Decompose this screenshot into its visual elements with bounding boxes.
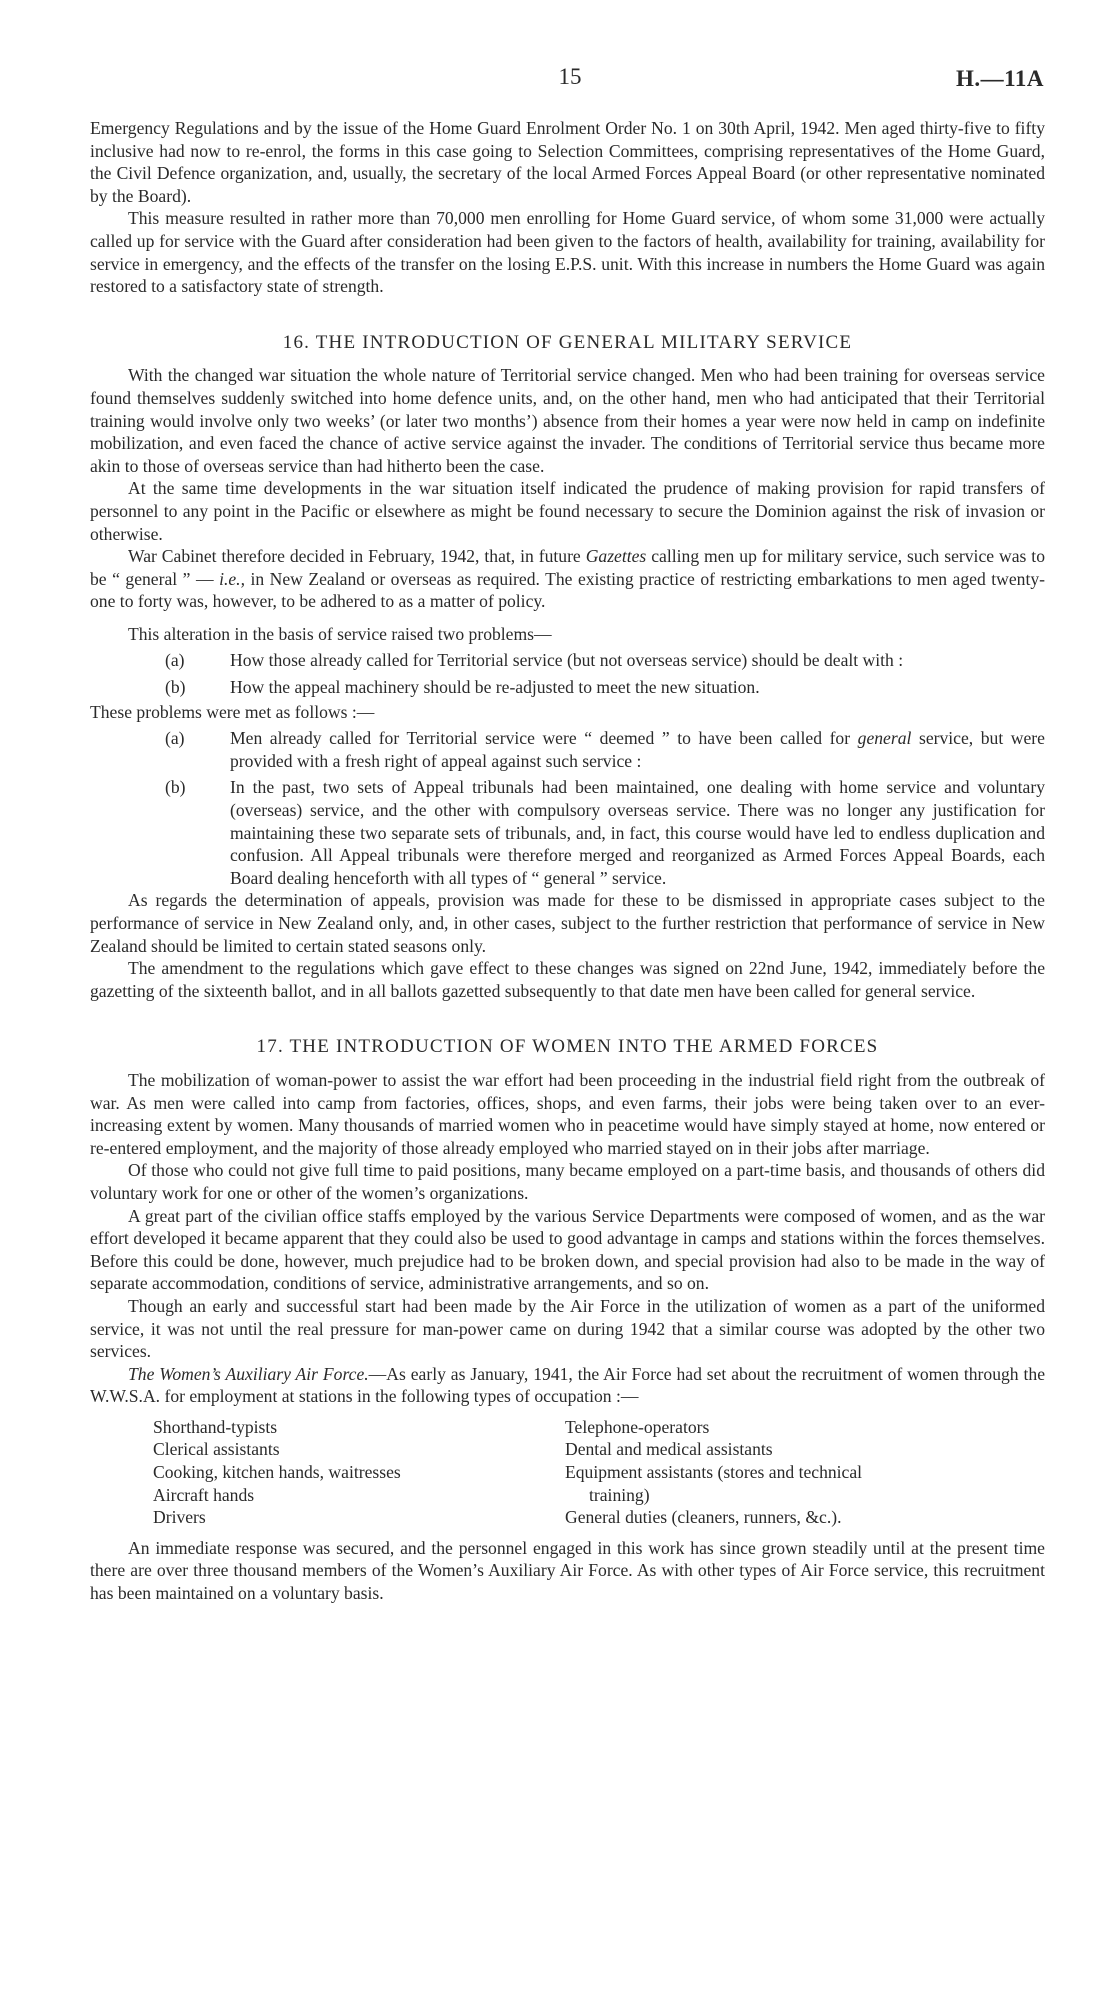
list-item: Dental and medical assistants xyxy=(565,1439,773,1460)
list-intro: This alteration in the basis of service raised two problems— xyxy=(128,623,552,644)
occupation-column-left xyxy=(153,1416,565,1529)
list-item xyxy=(90,727,1045,772)
text-run: service, but were provided with a fresh right of appeal against such service : xyxy=(230,728,1045,771)
list-item-text: How those already called for Territorial service (but not overseas service) should be dealt with : xyxy=(230,650,904,671)
paragraph-continuation: Emergency Regulations and by the issue of the Home Guard Enrolment Order No. 1 on 30th April, 1942. Men aged thirty-five to fifty inclusive had now to re-enrol, the forms in this case going to Selection Committees, comprising representatives of the Home Guard, the Civil Defence organization, and, usually, the secretary of the local Armed Forces Appeal Board (or other representative nominated by the Board). xyxy=(90,118,1045,206)
list-item: Clerical assistants xyxy=(153,1439,280,1460)
list-item: Aircraft hands xyxy=(153,1484,255,1505)
italic-text: i.e., xyxy=(219,568,245,589)
list-intro: These problems were met as follows :— xyxy=(90,701,375,722)
text-run: in New Zealand or overseas as required. The existing practice of restricting embarkations to men aged twenty-one to forty was, however, to be adhered to as a matter of policy. xyxy=(90,568,1045,612)
section-heading-16: 16. THE INTRODUCTION OF GENERAL MILITARY SERVICE xyxy=(282,331,853,353)
list-item: Drivers xyxy=(153,1507,206,1528)
paragraph: An immediate response was secured, and the personnel engaged in this work has since grown steadily until at the present time there are over three thousand members of the Women’s Auxiliary Air Force. As with other types of Air Force service, this recruitment has been maintained on a voluntary basis. xyxy=(90,1537,1045,1604)
italic-text: Gazettes xyxy=(585,546,647,567)
list-item xyxy=(90,776,1045,889)
text-run: Men already called for Territorial service were “ deemed ” to have been called for xyxy=(230,728,851,749)
list-item-continuation: training) xyxy=(589,1484,650,1505)
occupation-list xyxy=(90,1416,1045,1529)
italic-text: general xyxy=(857,728,912,749)
document-reference: H.—11A xyxy=(956,66,1044,91)
list-item-label: (b) xyxy=(165,777,186,798)
paragraph: Though an early and successful start had been made by the Air Force in the utilization of women as a part of the uniformed service, it was not until the real pressure for man-power came on during 1942 that a similar course was adopted by the other two services. xyxy=(90,1295,1045,1362)
list-item xyxy=(90,676,1045,699)
paragraph: The mobilization of woman-power to assist the war effort had been proceeding in the industrial field right from the outbreak of war. As men were called into camp from factories, offices, shops, and even farms, their jobs were being taken over to an ever-increasing extent by women. Many thousands of married women who in peacetime would have simply stayed at home, now entered or re-entered employment, and the majority of those already employed who married stayed on in their jobs after marriage. xyxy=(90,1069,1045,1158)
paragraph: At the same time developments in the war situation itself indicated the prudence of making provision for rapid transfers of personnel to any point in the Pacific or elsewhere as might be found necessary to secure the Dominion against the risk of invasion or otherwise. xyxy=(90,478,1045,544)
page-number: 15 xyxy=(558,64,582,89)
paragraph: As regards the determination of appeals, provision was made for these to be dismissed in appropriate cases subject to the performance of service in New Zealand only, and, in other cases, subject to the further restriction that performance of service in New Zealand should be limited to certain stated seasons only. xyxy=(90,890,1045,956)
paragraph xyxy=(90,1363,1045,1408)
paragraph: A great part of the civilian office staffs employed by the various Service Departments were composed of women, and as the war effort developed it became apparent that they could also be used to good advantage in camps and stations within the forces themselves. Before this could be done, however, much prejudice had to be broken down, and special provision had also to be made in the way of separate accommodation, conditions of service, administrative arrangements, and so on. xyxy=(90,1205,1045,1294)
list-item-label: (a) xyxy=(165,728,185,749)
list-item-text: How the appeal machinery should be re-adjusted to meet the new situation. xyxy=(230,677,760,698)
italic-heading: The Women’s Auxiliary Air Force. xyxy=(128,1363,369,1384)
list-item-label: (a) xyxy=(165,650,185,671)
list-item: Telephone-operators xyxy=(565,1416,710,1437)
list-item: Shorthand-typists xyxy=(153,1416,278,1437)
section-heading-17: 17. THE INTRODUCTION OF WOMEN INTO THE ARMED FORCES xyxy=(256,1036,879,1058)
page-body xyxy=(90,117,1045,1605)
paragraph: The amendment to the regulations which gave effect to these changes was signed on 22nd June, 1942, immediately before the gazetting of the sixteenth ballot, and in all ballots gazetted subsequently to that date men have been called for general service. xyxy=(90,958,1045,1001)
paragraph xyxy=(90,545,1045,613)
occupation-column-right xyxy=(565,1416,985,1529)
text-run: —As early as January, 1941, the Air Force had set about the recruitment of women through the W.W.S.A. for employment at stations in the following types of occupation :— xyxy=(90,1363,1046,1407)
list-item: Equipment assistants (stores and technical xyxy=(565,1462,863,1483)
paragraph: This measure resulted in rather more than 70,000 men enrolling for Home Guard service, of whom some 31,000 were actually called up for service with the Guard after consideration had been given to the factors of health, availability for training, availability for service in emergency, and the effects of the transfer on the losing E.P.S. unit. With this increase in numbers the Home Guard was again restored to a satisfactory state of strength. xyxy=(90,208,1045,297)
list-item: General duties (cleaners, runners, &c.). xyxy=(565,1507,842,1528)
list-item xyxy=(90,649,1045,672)
list-item-text: In the past, two sets of Appeal tribunals had been maintained, one dealing with home service and voluntary (overseas) service, and the other with compulsory overseas service. There was no longer any justification for maintaining these two separate sets of tribunals, and, in fact, this course would have led to endless duplication and confusion. All Appeal tribunals were therefore merged and reorganized as Armed Forces Appeal Boards, each Board dealing henceforth with all types of “ general ” service. xyxy=(230,777,1045,888)
paragraph: With the changed war situation the whole nature of Territorial service changed. Men who had been training for overseas service found themselves suddenly switched into home defence units, and, on the other hand, men who had anticipated that their Territorial training would involve only two weeks’ (or later two months’) absence from their homes a year were now held in camp on indefinite mobilization, and even faced the chance of active service against the invader. The conditions of Territorial service thus became more akin to those of overseas service than had hitherto been the case. xyxy=(90,365,1045,476)
text-run: calling men up for military service, such service was to be “ general ” — xyxy=(90,546,1045,589)
list-item: Cooking, kitchen hands, waitresses xyxy=(153,1462,401,1483)
text-run: War Cabinet therefore decided in February, 1942, that, in future xyxy=(128,546,581,567)
list-item-label: (b) xyxy=(165,677,186,698)
paragraph: Of those who could not give full time to paid positions, many became employed on a part-time basis, and thousands of others did voluntary work for one or other of the women’s organizations. xyxy=(90,1160,1045,1203)
